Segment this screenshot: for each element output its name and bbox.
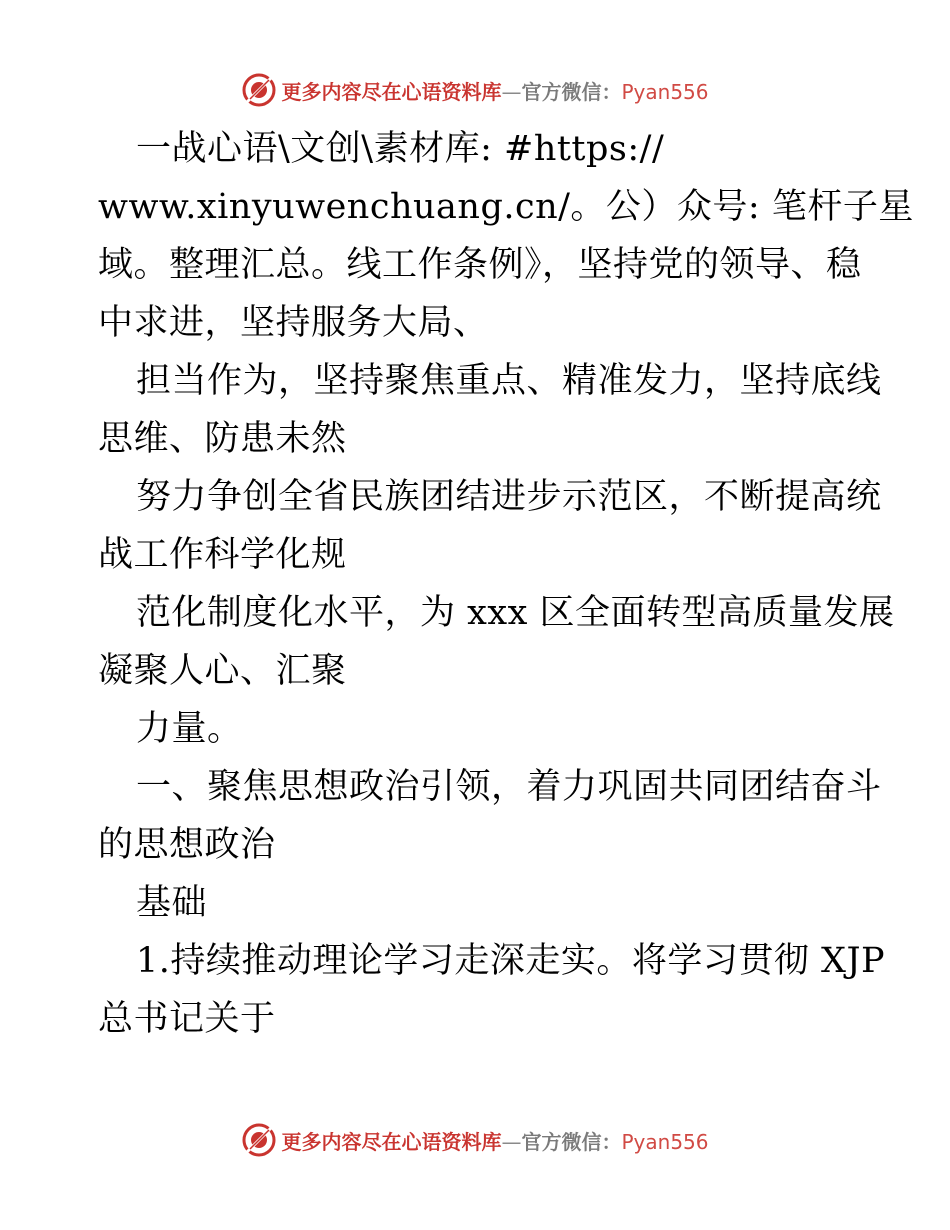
- body-line: 域。整理汇总。线工作条例》，坚持党的领导、稳: [98, 245, 862, 285]
- body-line: 1.持续推动理论学习走深走实。将学习贯彻 XJP: [136, 941, 886, 981]
- footer-wechat-id: Pyan556: [621, 1129, 709, 1154]
- header-wechat-label: 官方微信：: [521, 79, 622, 104]
- body-line: 一战心语\文创\素材库: #https://: [136, 129, 665, 169]
- body-line: 中求进，坚持服务大局、: [98, 303, 489, 343]
- body-line: 思维、防患未然: [98, 419, 347, 459]
- body-line: 战工作科学化规: [98, 535, 347, 575]
- body-line: 担当作为，坚持聚焦重点、精准发力，坚持底线: [136, 361, 882, 401]
- body-line: 的思想政治: [98, 825, 276, 865]
- header-wechat-id: Pyan556: [621, 79, 709, 104]
- footer-dash: —: [501, 1129, 522, 1154]
- header-brand: 更多内容尽在心语资料库: [281, 79, 502, 104]
- body-line: 基础: [136, 883, 208, 923]
- header-text: [281, 76, 708, 105]
- footer-text: [281, 1126, 708, 1155]
- footer-wechat-label: 官方微信：: [521, 1129, 622, 1154]
- footer-brand: 更多内容尽在心语资料库: [281, 1129, 502, 1154]
- footer-banner: [0, 1118, 950, 1162]
- body-line: 范化制度化水平，为 xxx 区全面转型高质量发展: [136, 593, 895, 633]
- body-line: 总书记关于: [98, 999, 276, 1039]
- document-body: [98, 120, 914, 1048]
- header-banner: [0, 68, 950, 112]
- header-dash: —: [501, 79, 522, 104]
- body-line: www.xinyuwenchuang.cn/。公）众号: 笔杆子星: [98, 187, 914, 227]
- body-line: 力量。: [136, 709, 243, 749]
- quill-seal-icon: [241, 72, 277, 108]
- body-line: 凝聚人心、汇聚: [98, 651, 347, 691]
- body-line: 努力争创全省民族团结进步示范区，不断提高统: [136, 477, 882, 517]
- body-line: 一、聚焦思想政治引领，着力巩固共同团结奋斗: [136, 767, 882, 807]
- quill-seal-icon: [241, 1122, 277, 1158]
